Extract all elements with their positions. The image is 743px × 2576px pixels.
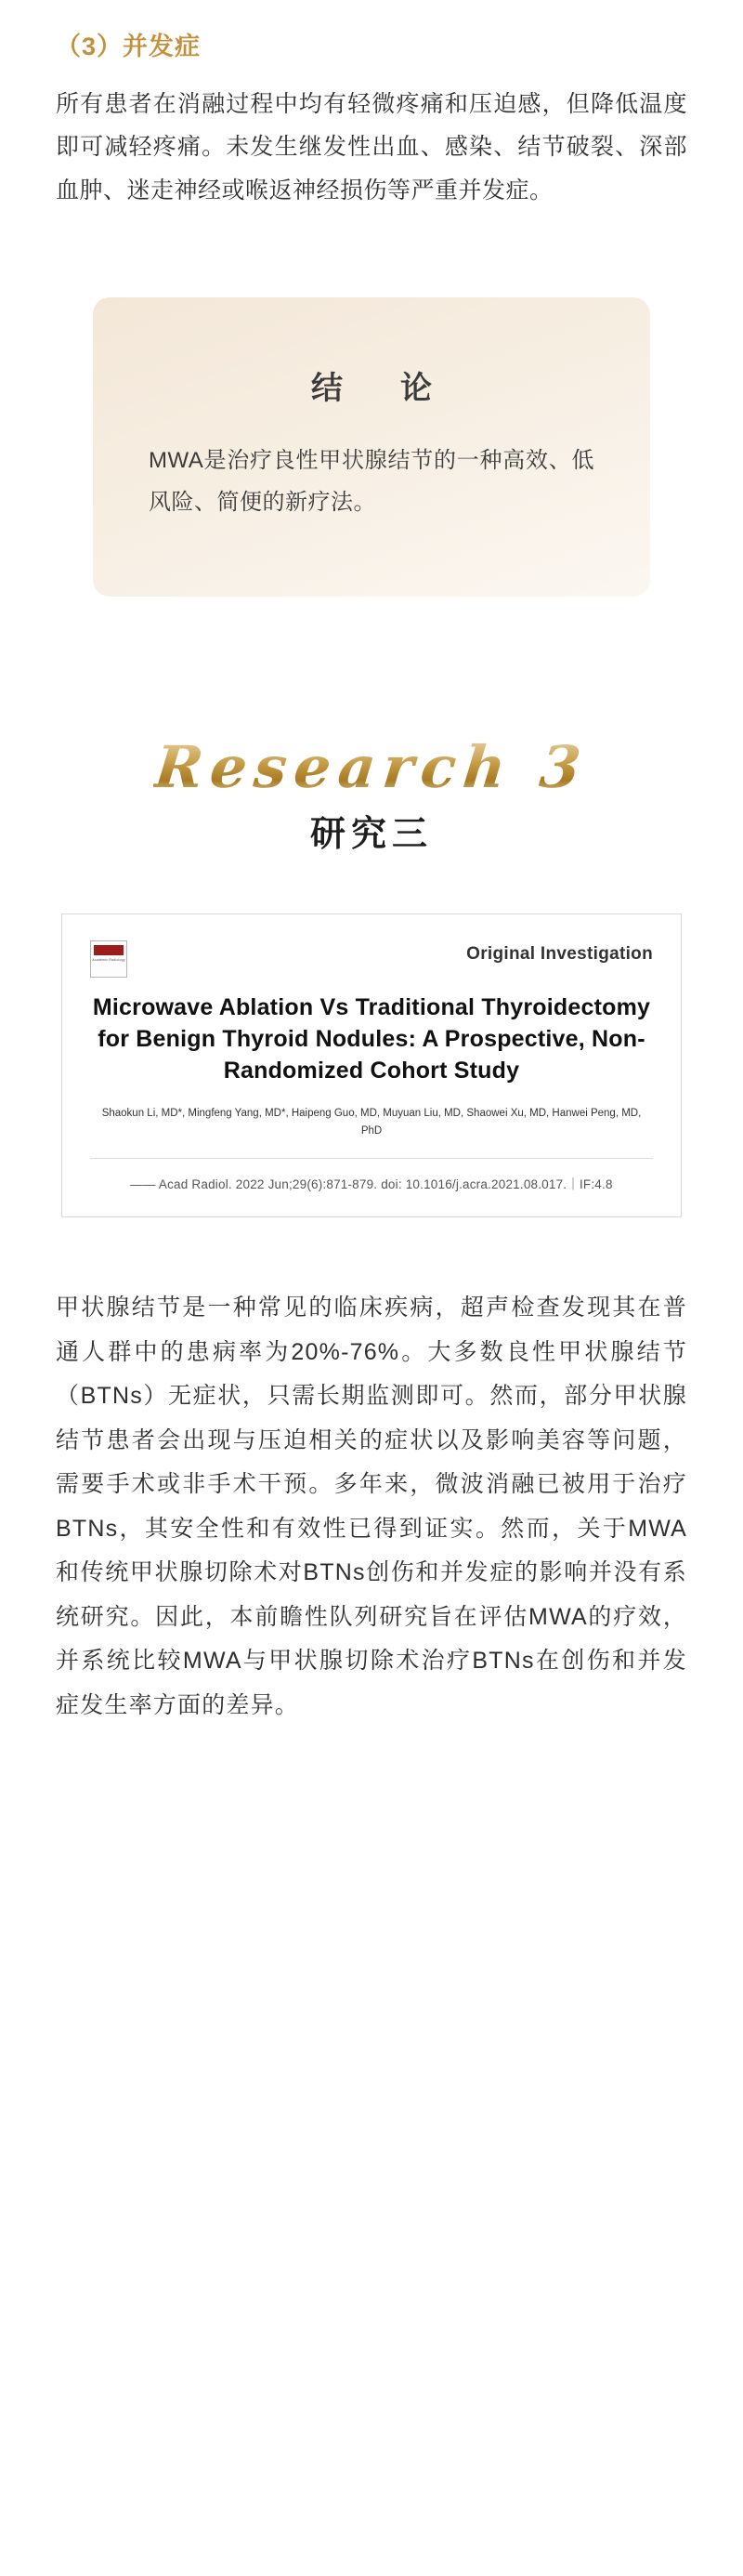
article-header-row	[90, 939, 653, 978]
section-number: （3）	[56, 33, 124, 60]
research-banner	[56, 732, 687, 856]
article-authors: Shaokun Li, MD*, Mingfeng Yang, MD*, Haipeng Guo, MD, Muyuan Liu, MD, Shaowei Xu, MD, Hanwei Peng, MD, PhD	[101, 1108, 642, 1137]
journal-logo-icon	[90, 940, 127, 978]
conclusion-card-wrap	[56, 297, 687, 597]
article-divider	[90, 1158, 653, 1159]
section-paragraph: 所有患者在消融过程中均有轻微疼痛和压迫感，但降低温度即可减轻疼痛。未发生继发性出血、感染、结节破裂、深部血肿、迷走神经或喉返神经损伤等严重并发症。	[56, 91, 687, 204]
section-heading	[56, 0, 687, 62]
conclusion-text: MWA是治疗良性甲状腺结节的一种高效、低风险、简便的新疗法。	[149, 447, 594, 516]
section-title: 并发症	[123, 33, 202, 60]
article-title: Microwave Ablation Vs Traditional Thyroidectomy for Benign Thyroid Nodules: A Prospective, Non-Randomized Cohort Study	[92, 994, 651, 1084]
research-script-title: Research 3	[151, 732, 592, 801]
article-citation: —— Acad Radiol. 2022 Jun;29(6):871-879. doi: 10.1016/j.acra.2021.08.017.｜IF:4.8	[130, 1177, 613, 1192]
conclusion-title: 结 论	[311, 370, 445, 406]
closing-paragraph: 甲状腺结节是一种常见的临床疾病，超声检查发现其在普通人群中的患病率为20%-76%。大多数良性甲状腺结节（BTNs）无症状，只需长期监测即可。然而，部分甲状腺结节患者会出现与压迫相关的症状以及影响美容等问题，需要手术或非手术干预。多年来，微波消融已被用于治疗BTNs，其安全性和有效性已得到证实。然而，关于MWA和传统甲状腺切除术对BTNs创伤和并发症的影响并没有系统研究。因此，本前瞻性队列研究旨在评估MWA的疗效，并系统比较MWA与甲状腺切除术治疗BTNs在创伤和并发症发生率方面的差异。	[56, 1295, 687, 1718]
article-kicker: Original Investigation	[466, 944, 653, 965]
article-card	[61, 913, 682, 1217]
conclusion-card	[93, 297, 650, 597]
journal-logo-label: Academic Radiology	[92, 958, 125, 963]
research-chinese-title: 研究三	[309, 812, 433, 855]
